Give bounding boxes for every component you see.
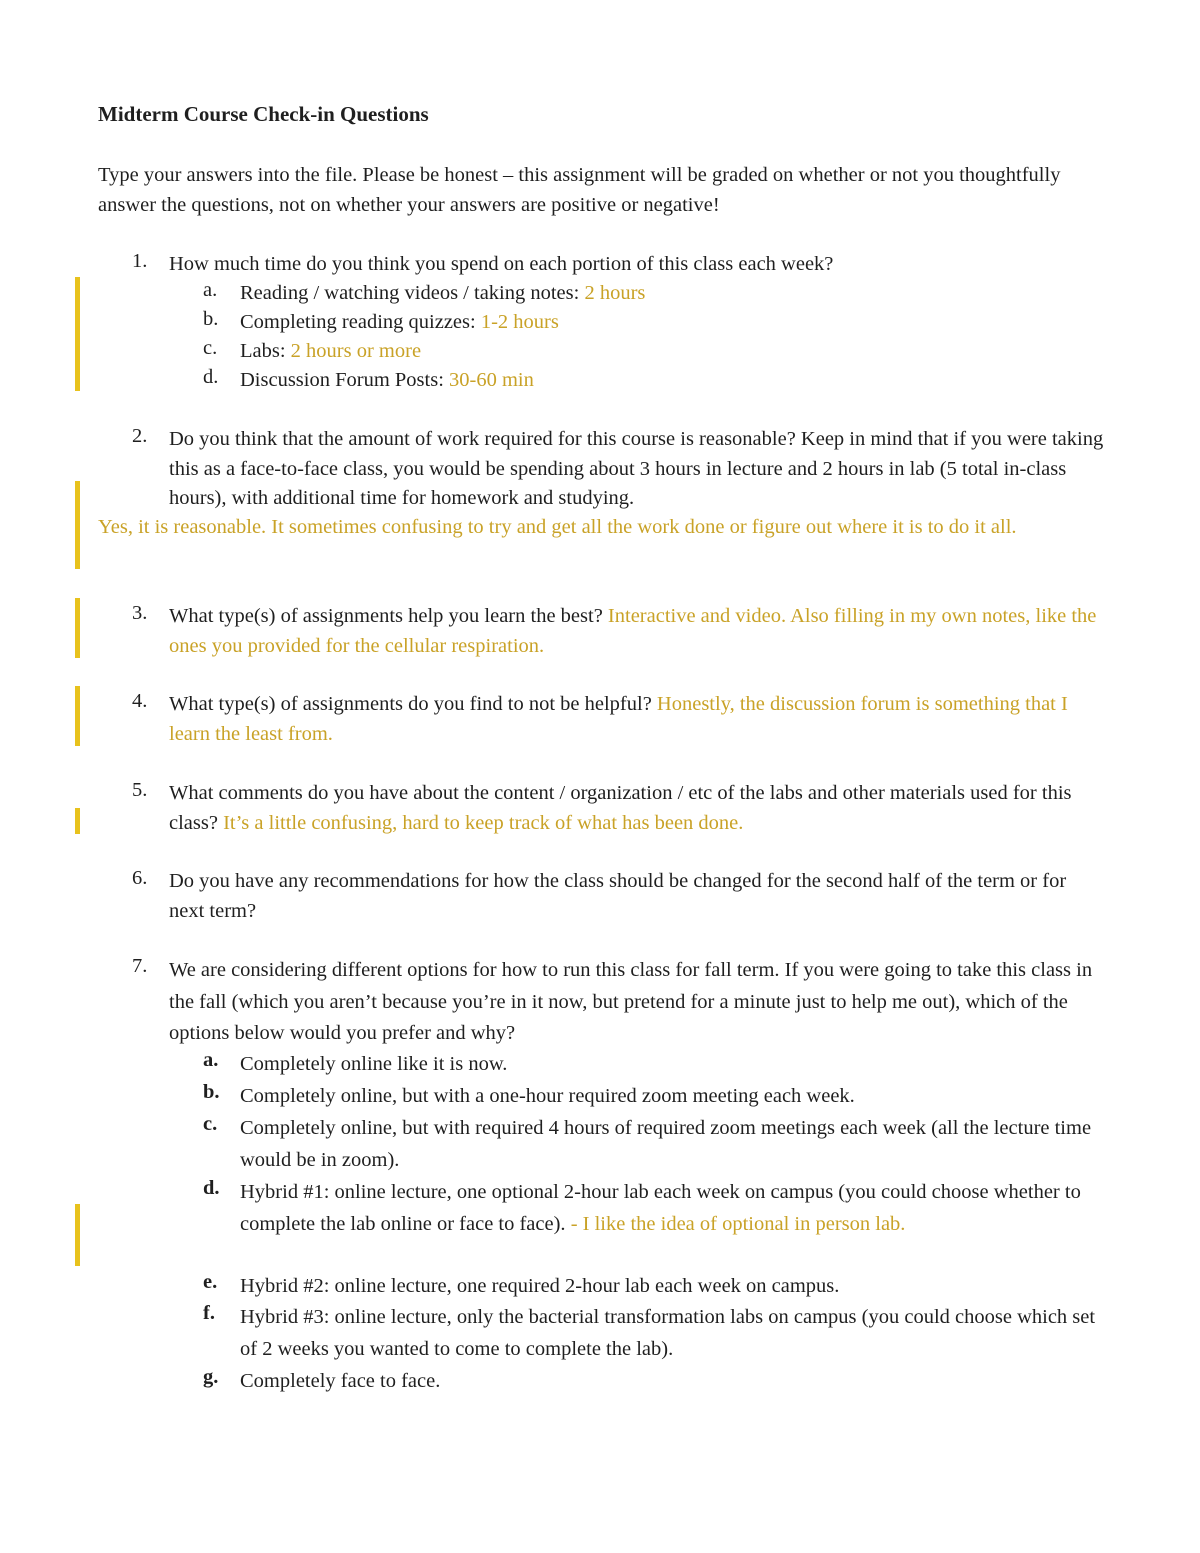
q1-number: 1. (132, 250, 148, 272)
q7-option (240, 1113, 1105, 1176)
q1-item-letter: c. (203, 337, 218, 359)
q1-text: How much time do you think you spend on each portion of this class each week? (169, 253, 834, 275)
q7-option-letter: d. (203, 1177, 220, 1199)
q7-option (240, 1366, 1105, 1398)
q7-number: 7. (132, 955, 148, 977)
q7-option-label: Completely online, but with required 4 hours of required zoom meetings each week (all the lecture time would be in zoom). (240, 1117, 1092, 1171)
document-title: Midterm Course Check-in Questions (98, 102, 429, 126)
q6-number: 6. (132, 867, 148, 889)
q1-item-answer: 2 hours or more (290, 340, 422, 362)
q1-item (240, 366, 1105, 395)
q1-item-answer: 30-60 min (449, 369, 534, 391)
q7-option-label: Completely online like it is now. (240, 1053, 508, 1075)
q7-text: We are considering different options for how to run this class for fall term. If you were going to take this class in the fall (which you aren’t because you’re in it now, but pretend for a minute just to help me out), which of the options below would you prefer and why? (169, 959, 1093, 1044)
q7-option-letter: c. (203, 1113, 218, 1135)
q7-option (240, 1271, 1105, 1303)
q2-answer: Yes, it is reasonable. It sometimes confusing to try and get all the work done or figure out where it is to do it all. (98, 516, 1017, 538)
q7-option-letter: f. (203, 1302, 215, 1324)
q1-item (240, 279, 1105, 308)
q1-item-label: Labs: (240, 340, 291, 362)
change-bar-q2 (75, 481, 80, 569)
q1-item (240, 337, 1105, 366)
q7-option-label: Hybrid #3: online lecture, only the bacterial transformation labs on campus (you could choose which set of 2 weeks you wanted to come to complete the lab). (240, 1306, 1096, 1360)
q4-number: 4. (132, 690, 148, 712)
q4-block (169, 690, 1104, 749)
q5-block (169, 779, 1104, 838)
q1-item (240, 308, 1105, 337)
q7-option-label: Hybrid #1: online lecture, one optional 2-hour lab each week on campus (you could choose whether to complete the lab online or face to face). (240, 1181, 1081, 1235)
q7-option-label: Completely online, but with a one-hour required zoom meeting each week. (240, 1085, 855, 1107)
q5-number: 5. (132, 779, 148, 801)
q7-option-letter: a. (203, 1049, 219, 1071)
q5-text: What comments do you have about the content / organization / etc of the labs and other materials used for this class? (169, 782, 1072, 834)
q1-item-letter: a. (203, 279, 218, 301)
q7-option-letter: e. (203, 1271, 218, 1293)
q1-item-answer: 1-2 hours (480, 311, 559, 333)
q7-option (240, 1177, 1105, 1240)
change-bar-q4 (75, 686, 80, 746)
q6-text: Do you have any recommendations for how the class should be changed for the second half of the term or for next term? (169, 870, 1067, 922)
q1-item-answer: 2 hours (584, 282, 646, 304)
q7-option-label: Completely face to face. (240, 1370, 441, 1392)
q7-option (240, 1049, 1105, 1081)
q1-item-letter: b. (203, 308, 219, 330)
q7-option (240, 1302, 1105, 1365)
q5-answer: It’s a little confusing, hard to keep track of what has been done. (223, 811, 744, 834)
q2-number: 2. (132, 425, 148, 447)
q1-item-label: Reading / watching videos / taking notes: (240, 282, 585, 304)
q7-option-label: Hybrid #2: online lecture, one required 2-hour lab each week on campus. (240, 1275, 840, 1297)
q3-answer: Interactive and video. Also filling in my own notes, like the ones you provided for the cellular respiration. (169, 605, 1097, 657)
change-bar-q5 (75, 808, 80, 834)
intro-paragraph: Type your answers into the file. Please be honest – this assignment will be graded on whether or not you thoughtfully answer the questions, not on whether your answers are positive or negative! (98, 164, 1061, 216)
q3-block (169, 602, 1104, 661)
q3-text: What type(s) of assignments help you learn the best? (169, 605, 608, 627)
q1-item-label: Completing reading quizzes: (240, 311, 481, 333)
q2-text: Do you think that the amount of work required for this course is reasonable? Keep in mind that if you were taking this as a face-to-face class, you would be spending about 3 hours in lecture and 2 hours in lab (5 total in-class hours), with additional time for homework and studying. (169, 428, 1104, 509)
q1-item-letter: d. (203, 366, 219, 388)
q7-option-answer: - I like the idea of optional in person lab. (570, 1212, 906, 1235)
change-bar-q1 (75, 277, 80, 391)
q7-option (240, 1081, 1105, 1113)
change-bar-q7d (75, 1204, 80, 1266)
q3-number: 3. (132, 602, 148, 624)
q1-item-label: Discussion Forum Posts: (240, 369, 450, 391)
q7-option-letter: b. (203, 1081, 220, 1103)
change-bar-q3 (75, 598, 80, 658)
q7-option-letter: g. (203, 1366, 219, 1388)
q4-text: What type(s) of assignments do you find to not be helpful? (169, 693, 657, 715)
q4-answer: Honestly, the discussion forum is something that I learn the least from. (169, 693, 1068, 745)
